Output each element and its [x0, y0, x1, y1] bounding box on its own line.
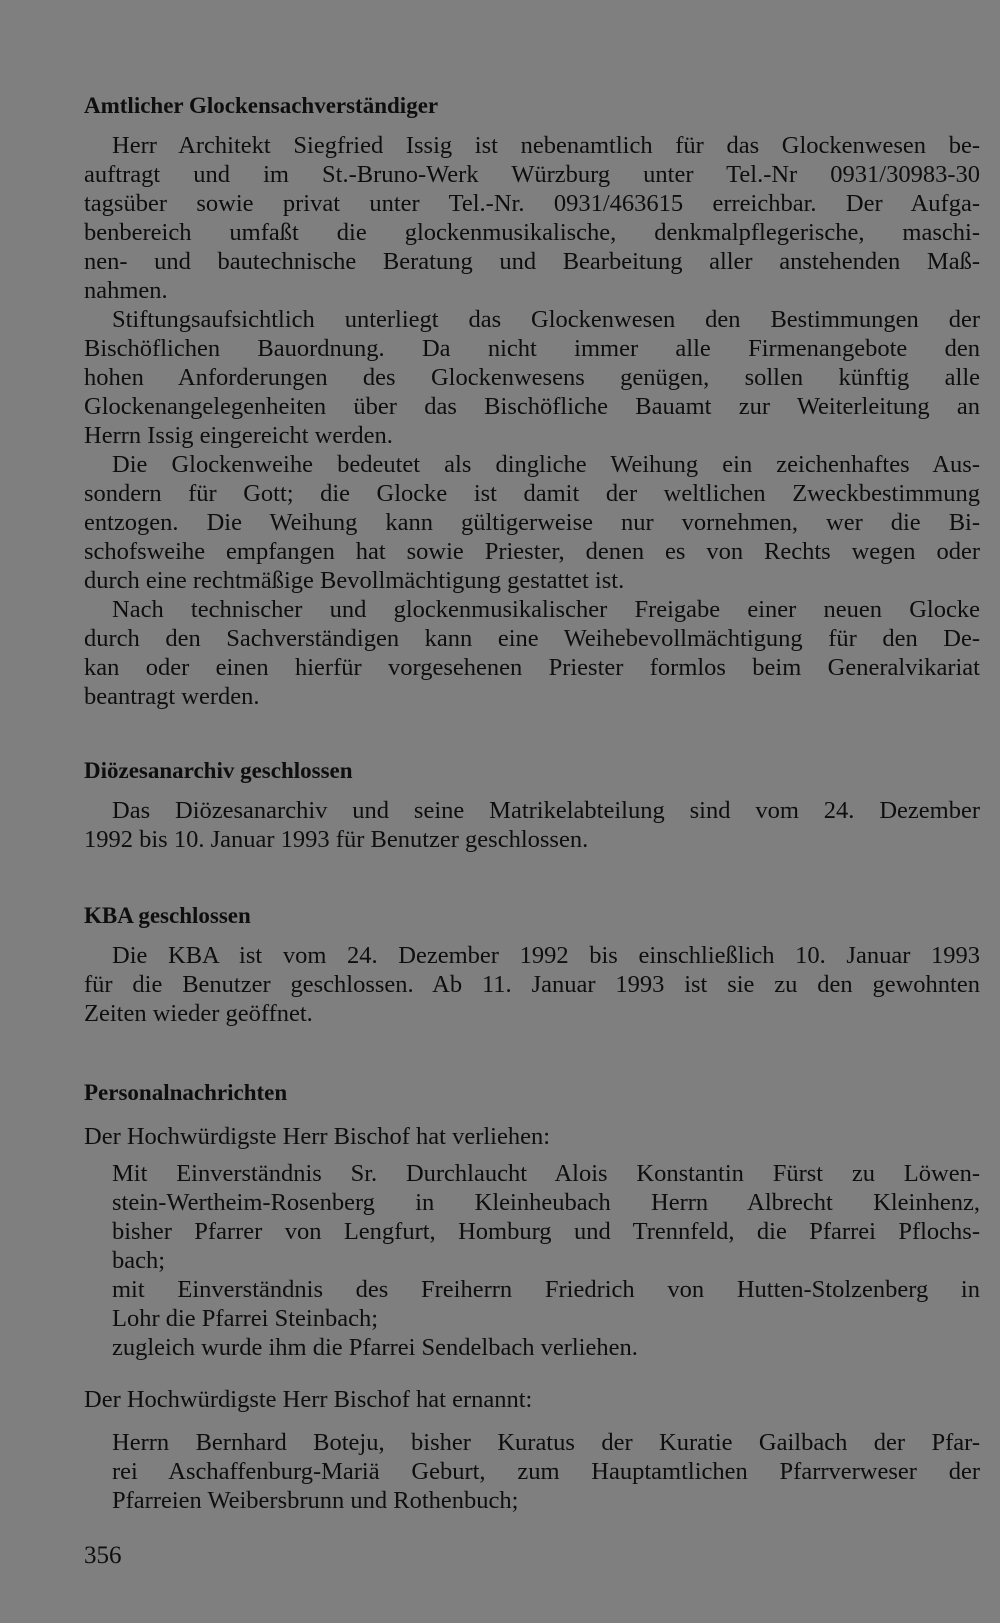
paragraph-line: Nach technischer und glockenmusikalischer Freigabe einer neuen Glocke [112, 596, 980, 623]
section-heading-personal: Personalnachrichten [84, 1080, 288, 1105]
personal-line: zugleich wurde ihm die Pfarrei Sendelbach verliehen. [112, 1334, 638, 1361]
personal-line: rei Aschaffenburg-Mariä Geburt, zum Hauptamtlichen Pfarrverweser der [112, 1458, 980, 1485]
paragraph-line: durch eine rechtmäßige Bevollmächtigung gestattet ist. [84, 567, 625, 594]
personal-line: Lohr die Pfarrei Steinbach; [112, 1305, 379, 1332]
paragraph-line: tagsüber sowie privat unter Tel.-Nr. 0931/463615 erreichbar. Der Aufga- [84, 190, 980, 217]
paragraph-line: beantragt werden. [84, 683, 260, 710]
paragraph-line: Herrn Issig eingereicht werden. [84, 422, 393, 449]
paragraph-line: Die Glockenweihe bedeutet als dingliche Weihung ein zeichenhaftes Aus- [112, 451, 980, 478]
personal-line: Mit Einverständnis Sr. Durchlaucht Alois Konstantin Fürst zu Löwen- [112, 1160, 980, 1187]
document-page [84, 0, 980, 1623]
section-heading-kba: KBA geschlossen [84, 903, 251, 928]
personal-intro-ernannt: Der Hochwürdigste Herr Bischof hat ernannt: [84, 1386, 533, 1413]
paragraph-line: sondern für Gott; die Glocke ist damit der weltlichen Zweckbestimmung [84, 480, 980, 507]
paragraph-line: 1992 bis 10. Januar 1993 für Benutzer geschlossen. [84, 826, 589, 853]
personal-line: mit Einverständnis des Freiherrn Friedrich von Hutten-Stolzenberg in [112, 1276, 980, 1303]
section-heading-archiv: Diözesanarchiv geschlossen [84, 758, 353, 783]
paragraph-line: Die KBA ist vom 24. Dezember 1992 bis einschließlich 10. Januar 1993 [112, 942, 980, 969]
personal-line: Pfarreien Weibersbrunn und Rothenbuch; [112, 1487, 519, 1514]
paragraph-line: kan oder einen hierfür vorgesehenen Priester formlos beim Generalvikariat [84, 654, 980, 681]
personal-line: stein-Wertheim-Rosenberg in Kleinheubach Herrn Albrecht Kleinhenz, [112, 1189, 980, 1216]
paragraph-line: schofsweihe empfangen hat sowie Priester, denen es von Rechts wegen oder [84, 538, 980, 565]
personal-intro-verliehen: Der Hochwürdigste Herr Bischof hat verliehen: [84, 1123, 551, 1150]
paragraph-line: für die Benutzer geschlossen. Ab 11. Januar 1993 ist sie zu den gewohnten [84, 971, 980, 998]
personal-line: bach; [112, 1247, 166, 1274]
paragraph-line: entzogen. Die Weihung kann gültigerweise nur vornehmen, wer die Bi- [84, 509, 980, 536]
paragraph-line: auftragt und im St.-Bruno-Werk Würzburg unter Tel.-Nr 0931/30983-30 [84, 161, 980, 188]
personal-line: bisher Pfarrer von Lengfurt, Homburg und Trennfeld, die Pfarrei Pflochs- [112, 1218, 980, 1245]
paragraph-line: hohen Anforderungen des Glockenwesens genügen, sollen künftig alle [84, 364, 980, 391]
personal-line: Herrn Bernhard Boteju, bisher Kuratus der Kuratie Gailbach der Pfar- [112, 1429, 980, 1456]
paragraph-line: Bischöflichen Bauordnung. Da nicht immer alle Firmenangebote den [84, 335, 980, 362]
paragraph-line: Stiftungsaufsichtlich unterliegt das Glockenwesen den Bestimmungen der [112, 306, 980, 333]
paragraph-line: Das Diözesanarchiv und seine Matrikelabteilung sind vom 24. Dezember [112, 797, 980, 824]
paragraph-line: benbereich umfaßt die glockenmusikalische, denkmalpflegerische, maschi- [84, 219, 980, 246]
paragraph-line: nen- und bautechnische Beratung und Bearbeitung aller anstehenden Maß- [84, 248, 980, 275]
paragraph-line: nahmen. [84, 277, 168, 304]
paragraph-line: Glockenangelegenheiten über das Bischöfliche Bauamt zur Weiterleitung an [84, 393, 980, 420]
section-heading-glocken: Amtlicher Glockensachverständiger [84, 93, 439, 118]
paragraph-line: Herr Architekt Siegfried Issig ist nebenamtlich für das Glockenwesen be- [112, 132, 980, 159]
paragraph-line: durch den Sachverständigen kann eine Weihebevollmächtigung für den De- [84, 625, 980, 652]
page-number: 356 [84, 1542, 122, 1569]
paragraph-line: Zeiten wieder geöffnet. [84, 1000, 313, 1027]
